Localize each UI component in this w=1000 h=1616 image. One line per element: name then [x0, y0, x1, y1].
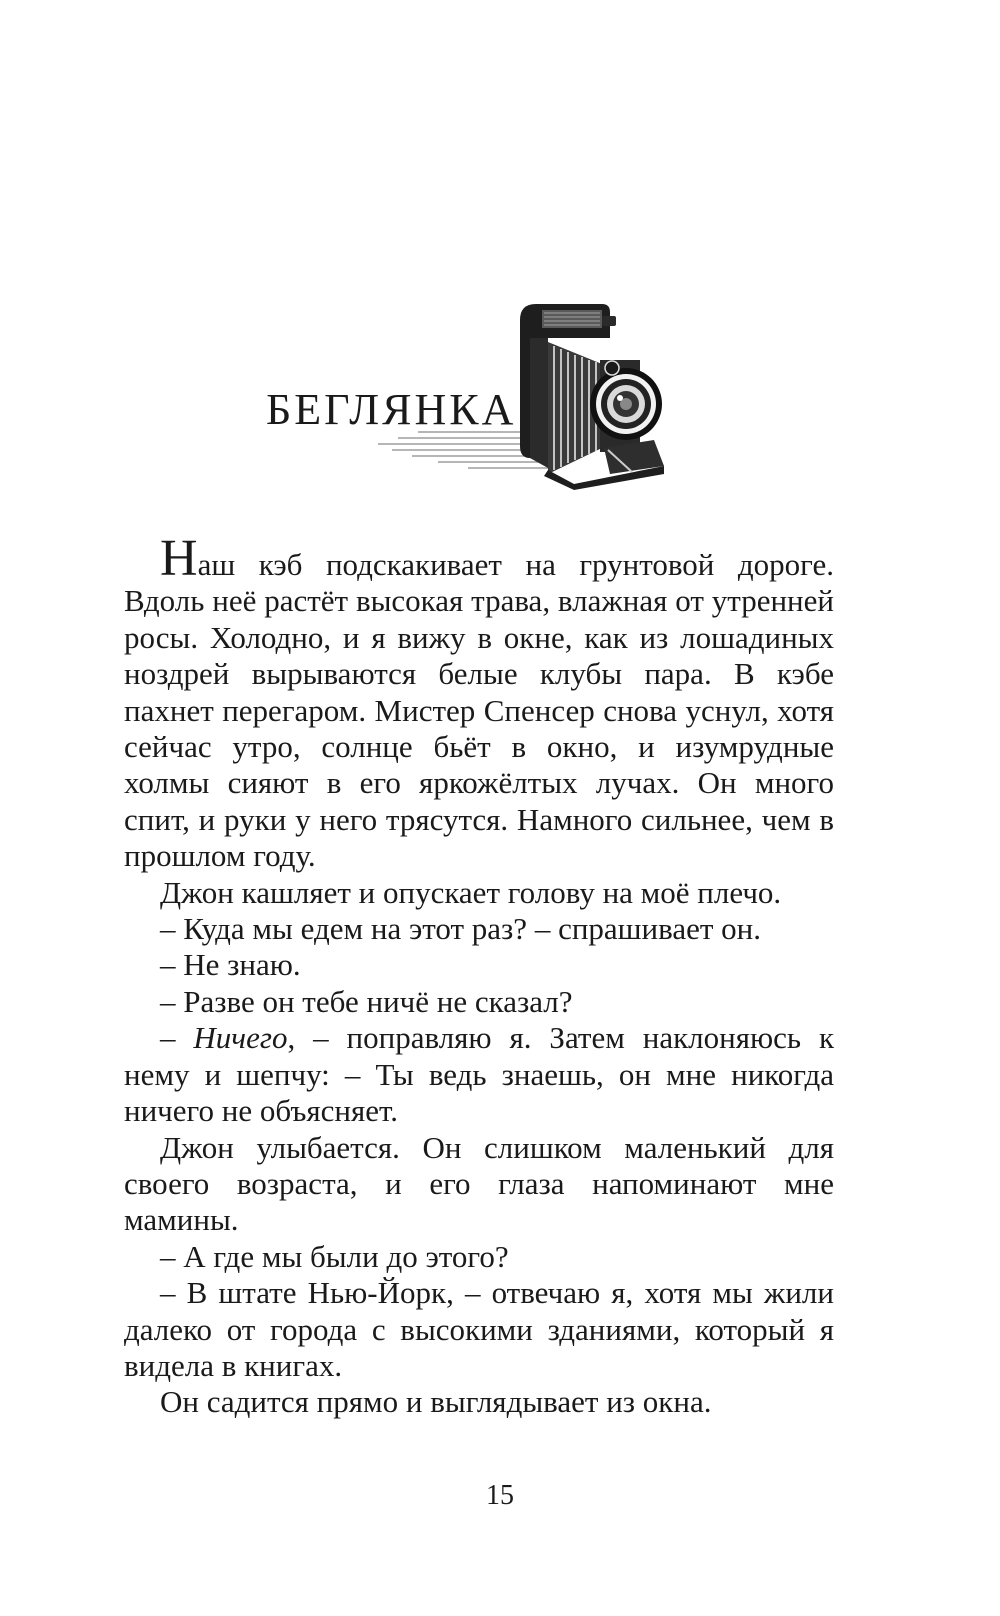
paragraph: Он садится прямо и выглядывает из окна.: [160, 1384, 712, 1420]
dialogue-line: – А где мы были до этого?: [160, 1238, 509, 1274]
drop-cap: Н: [160, 530, 198, 587]
paragraph: [124, 530, 834, 875]
chapter-body: [124, 530, 835, 1421]
dialogue-line: – Разве он тебе ничё не сказал?: [160, 983, 573, 1019]
paragraph-text: , – поправляю я. Затем наклоняюсь к нему и шепчу: – Ты ведь знаешь, он мне никогда ничего не объясняет.: [124, 1020, 835, 1129]
italic-word: Ничего: [193, 1020, 288, 1056]
chapter-header: [0, 290, 1000, 500]
paragraph: Джон кашляет и опускает голову на моё плечо.: [160, 874, 782, 910]
paragraph: Джон улыбается. Он слишком маленький для своего возраста, и его глаза напоминают мне мамины.: [124, 1129, 834, 1238]
page-number: 15: [486, 1480, 514, 1511]
chapter-title: БЕГЛЯНКА: [266, 385, 517, 434]
dialogue-line: [124, 1020, 834, 1129]
camera-icon: [514, 298, 674, 490]
dialogue-line: – Куда мы едем на этот раз? – спрашивает он.: [160, 911, 762, 947]
dialogue-line: – В штате Нью-Йорк, – отвечаю я, хотя мы жили далеко от города с высокими зданиями, который я видела в книгах.: [124, 1275, 834, 1383]
dialogue-line: – Не знаю.: [160, 947, 301, 983]
paragraph-text: аш кэб подскакивает на грунтовой дороге. Вдоль неё растёт высокая трава, влажная от утренней росы. Холодно, и я вижу в окне, как из лошадиных ноздрей вырываются белые клубы пара. В кэбе пахнет перегаром. Мистер Спенсер снова уснул, хотя сейчас утро, солнце бьёт в окно, и изумрудные холмы сияют в его яркожёлтых лучах. Он много спит, и руки у него трясутся. Намного сильнее, чем в прошлом году.: [124, 547, 834, 874]
dialogue-dash: –: [160, 1020, 194, 1056]
